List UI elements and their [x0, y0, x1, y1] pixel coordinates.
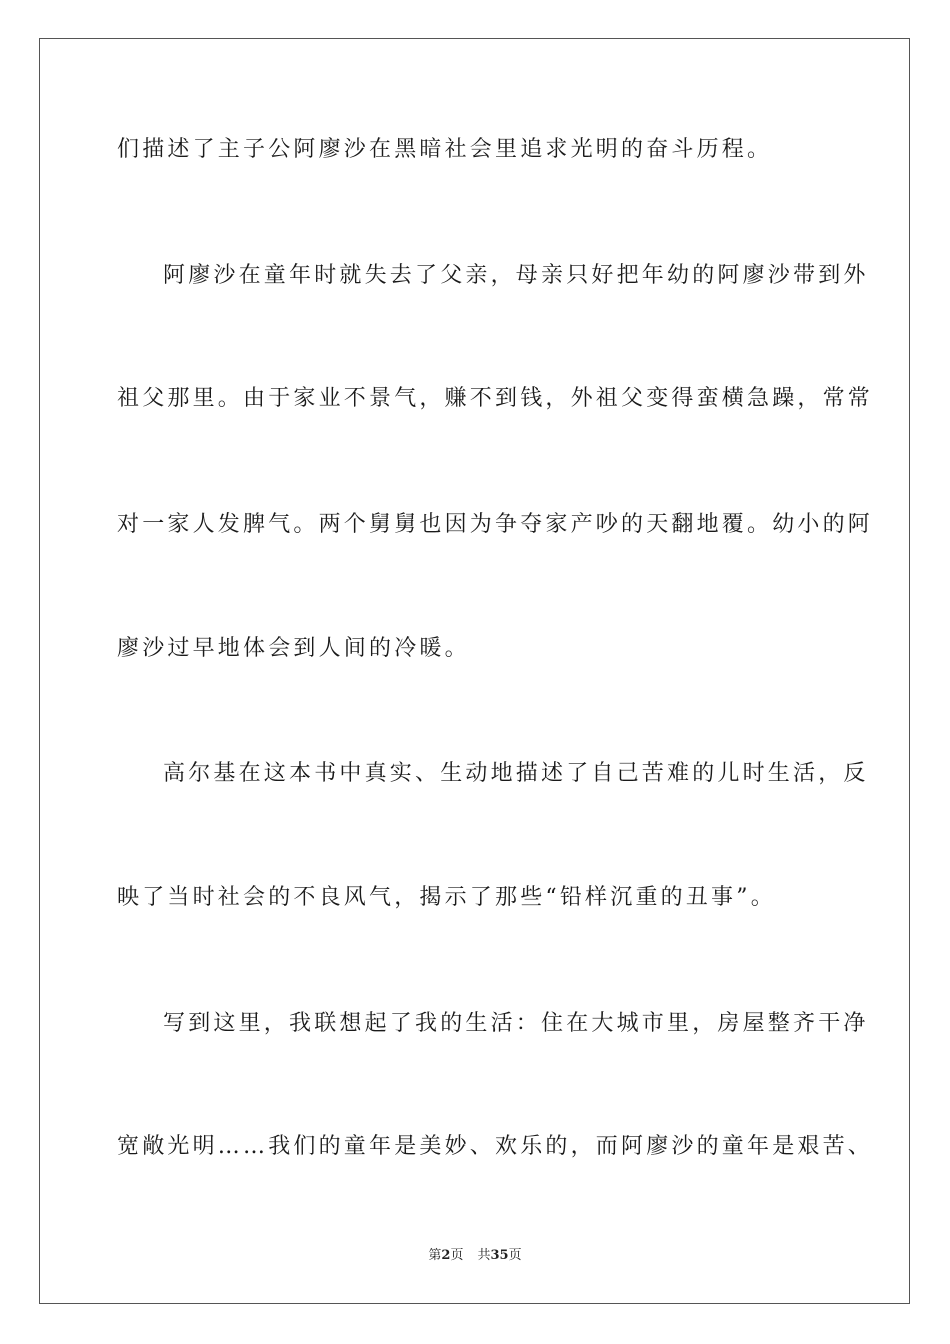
page-footer: [0, 1247, 950, 1265]
total-pages: 35: [490, 1248, 509, 1263]
paragraph-first-line: 高尔基在这本书中真实、生动地描述了自己苦难的儿时生活，反: [163, 761, 869, 786]
total-suffix: 页: [508, 1248, 522, 1263]
text-line: 们描述了主子公阿廖沙在黑暗社会里追求光明的奋斗历程。: [117, 137, 773, 162]
text-line: 映了当时社会的不良风气，揭示了那些“铅样沉重的丑事”。: [117, 885, 776, 910]
page-border: [39, 38, 910, 1304]
total-prefix: 共: [477, 1248, 491, 1263]
text-line: 对一家人发脾气。两个舅舅也因为争夺家产吵的天翻地覆。幼小的阿: [117, 512, 874, 537]
text-line: 廖沙过早地体会到人间的冷暖。: [117, 636, 470, 661]
page-prefix: 第: [428, 1248, 442, 1263]
text-line: 宽敞光明……我们的童年是美妙、欢乐的，而阿廖沙的童年是艰苦、: [117, 1134, 874, 1159]
page-number: 2: [441, 1248, 451, 1263]
text-line: 祖父那里。由于家业不景气，赚不到钱，外祖父变得蛮横急躁，常常: [117, 386, 874, 411]
page-suffix: 页: [450, 1248, 464, 1263]
paragraph-first-line: 写到这里，我联想起了我的生活：住在大城市里，房屋整齐干净: [163, 1011, 869, 1036]
paragraph-first-line: 阿廖沙在童年时就失去了父亲，母亲只好把年幼的阿廖沙带到外: [163, 263, 869, 288]
